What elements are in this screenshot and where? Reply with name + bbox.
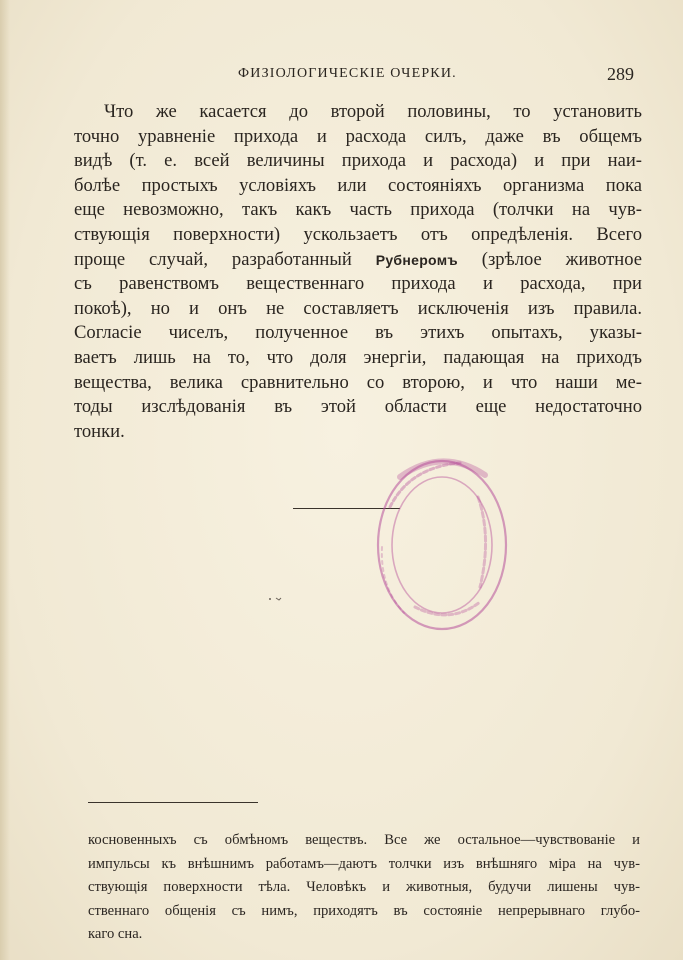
footnote-line: ствующія поверхности тѣла. Человѣкъ и животныя, будучи лишены чув- (88, 879, 640, 896)
footnote-line: каго сна. (88, 926, 143, 943)
text-line: еще невозможно, такъ какъ часть прихода (толчки на чув- (74, 199, 642, 221)
library-stamp-icon (360, 437, 520, 637)
text-line: съ равенствомъ вещественнаго прихода и расхода, при (74, 273, 642, 295)
text-line: точно уравненіе прихода и расхода силъ, даже въ общемъ (74, 125, 642, 147)
page-number: 289 (607, 64, 634, 84)
text-line: видѣ (т. е. всей величины прихода и расхода) и при наи- (74, 150, 642, 172)
running-head (0, 66, 683, 90)
page-edge-shadow (0, 0, 10, 960)
text-segment: (зрѣлое животное (481, 248, 642, 270)
text-line: ваетъ лишь на то, что доля энергіи, падающая на приходъ (74, 346, 642, 368)
text-line: тонки. (74, 420, 125, 442)
text-line (74, 248, 642, 273)
footnote (88, 829, 640, 947)
footnote-rule (88, 802, 258, 803)
text-line: Согласіе чиселъ, полученное въ этихъ опытахъ, указы- (74, 322, 642, 344)
footnote-line: импульсы къ внѣшнимъ работамъ—даютъ толчки изъ внѣшняго міра на чув- (88, 855, 640, 872)
author-name: Рубнеромъ (375, 251, 458, 268)
footnote-line: косновенныхъ съ обмѣномъ веществъ. Все же остальное—чувствованіе и (88, 832, 640, 848)
main-paragraph (74, 100, 642, 444)
footnote-line: ственнаго общенія съ нимъ, приходятъ въ состояніе непрерывнаго глубо- (88, 902, 640, 919)
text-segment: проще случай, разработанный (74, 248, 352, 270)
text-line: Что же касается до второй половины, то установить (104, 101, 642, 122)
text-line: ствующія поверхности) ускользаетъ отъ опредѣленія. Всего (74, 223, 642, 245)
ink-speck (268, 596, 282, 602)
text-line: тоды изслѣдованія въ этой области еще недостаточно (74, 396, 642, 418)
text-line: вещества, велика сравнительно со второю, и что наши ме- (74, 371, 642, 393)
text-line: покоѣ), но и онъ не составляетъ исключенія изъ правила. (74, 297, 642, 319)
text-line: болѣе простыхъ условіяхъ или состояніяхъ организма пока (74, 174, 642, 196)
running-title: ФИЗІОЛОГИЧЕСКІЕ ОЧЕРКИ. (238, 66, 457, 81)
